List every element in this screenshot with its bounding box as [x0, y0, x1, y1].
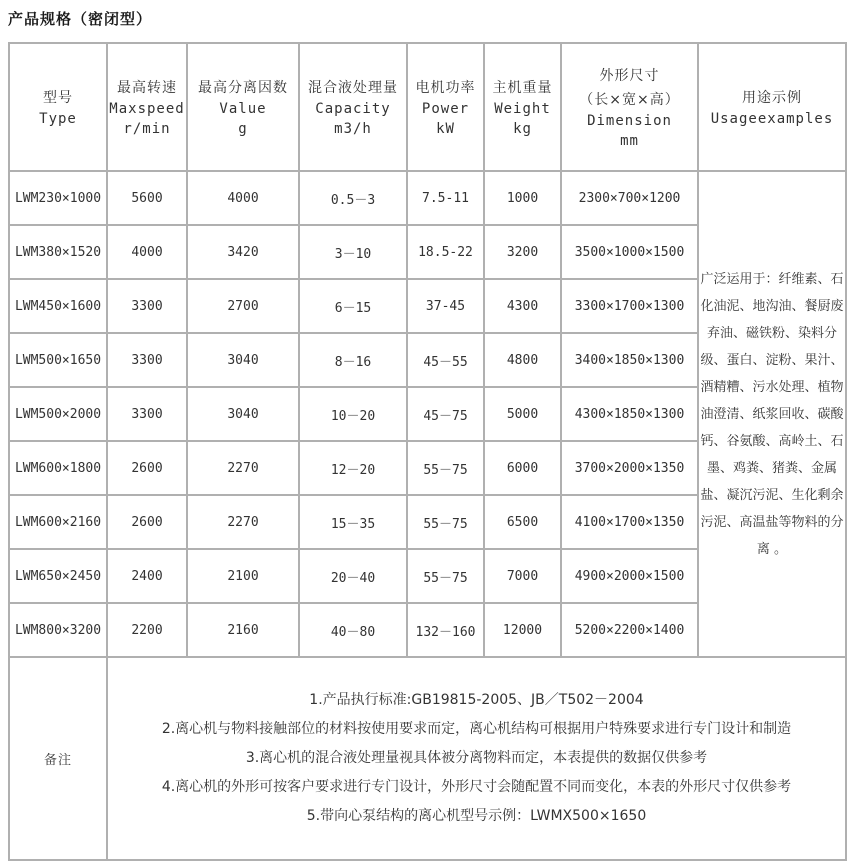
cell-value: 2700 — [187, 279, 299, 333]
cell-capacity: 3－10 — [299, 225, 407, 279]
cell-weight: 5000 — [484, 387, 561, 441]
cell-power: 55－75 — [407, 441, 484, 495]
cell-value: 2160 — [187, 603, 299, 657]
cell-weight: 4800 — [484, 333, 561, 387]
cell-dimension: 3300×1700×1300 — [561, 279, 698, 333]
header-dimension-unit: mm — [620, 133, 639, 149]
cell-maxspeed: 3300 — [107, 279, 187, 333]
remark-item-5: 5.带向心泵结构的离心机型号示例：LWMX500×1650 — [306, 808, 647, 824]
cell-power: 37-45 — [407, 279, 484, 333]
header-capacity-unit: m3/h — [334, 121, 372, 137]
cell-power: 132－160 — [407, 603, 484, 657]
remark-item-3: 3.离心机的混合液处理量视具体被分离物料而定，本表提供的数据仅供参考 — [245, 750, 708, 766]
cell-capacity: 0.5－3 — [299, 171, 407, 225]
cell-model: LWM500×1650 — [9, 333, 107, 387]
header-maxspeed-en: Maxspeed — [109, 101, 185, 117]
table-header — [9, 43, 846, 171]
remarks-cell — [107, 657, 846, 860]
header-value-cn: 最高分离因数 — [198, 80, 288, 96]
cell-capacity: 10－20 — [299, 387, 407, 441]
cell-model: LWM380×1520 — [9, 225, 107, 279]
cell-dimension: 4100×1700×1350 — [561, 495, 698, 549]
cell-value: 2100 — [187, 549, 299, 603]
header-dimension-cn: 外形尺寸 — [599, 68, 660, 84]
cell-capacity: 15－35 — [299, 495, 407, 549]
cell-maxspeed: 5600 — [107, 171, 187, 225]
cell-dimension: 3500×1000×1500 — [561, 225, 698, 279]
header-usage-en: Usageexamples — [710, 111, 834, 127]
header-maxspeed — [107, 43, 187, 171]
header-power-unit: kW — [436, 121, 455, 137]
cell-maxspeed: 2400 — [107, 549, 187, 603]
spec-table — [8, 42, 847, 861]
remark-item-1: 1.产品执行标准:GB19815-2005、JB／T502－2004 — [309, 692, 644, 708]
header-dimension-lwh: （长×宽×高） — [579, 92, 680, 108]
header-capacity-cn: 混合液处理量 — [308, 80, 398, 96]
cell-value: 2270 — [187, 441, 299, 495]
cell-capacity: 12－20 — [299, 441, 407, 495]
cell-maxspeed: 2600 — [107, 441, 187, 495]
remarks-label: 备注 — [9, 657, 107, 860]
cell-value: 3420 — [187, 225, 299, 279]
cell-maxspeed: 3300 — [107, 333, 187, 387]
cell-power: 18.5-22 — [407, 225, 484, 279]
cell-weight: 6500 — [484, 495, 561, 549]
header-usage — [698, 43, 846, 171]
cell-model: LWM600×2160 — [9, 495, 107, 549]
cell-weight: 7000 — [484, 549, 561, 603]
cell-maxspeed: 4000 — [107, 225, 187, 279]
header-capacity-en: Capacity — [315, 101, 391, 117]
cell-model: LWM600×1800 — [9, 441, 107, 495]
cell-power: 7.5-11 — [407, 171, 484, 225]
header-maxspeed-cn: 最高转速 — [117, 80, 177, 96]
cell-value: 3040 — [187, 387, 299, 441]
cell-model: LWM230×1000 — [9, 171, 107, 225]
cell-model: LWM650×2450 — [9, 549, 107, 603]
cell-power: 55－75 — [407, 549, 484, 603]
cell-dimension: 3400×1850×1300 — [561, 333, 698, 387]
cell-maxspeed: 2600 — [107, 495, 187, 549]
cell-capacity: 20－40 — [299, 549, 407, 603]
cell-weight: 4300 — [484, 279, 561, 333]
header-capacity — [299, 43, 407, 171]
header-usage-cn: 用途示例 — [742, 90, 802, 106]
header-dimension — [561, 43, 698, 171]
cell-dimension: 3700×2000×1350 — [561, 441, 698, 495]
cell-maxspeed: 2200 — [107, 603, 187, 657]
header-dimension-en: Dimension — [587, 113, 672, 129]
page-title: 产品规格（密闭型） — [8, 10, 153, 28]
header-power — [407, 43, 484, 171]
cell-power: 55－75 — [407, 495, 484, 549]
header-value-en: Value — [219, 101, 267, 117]
cell-value: 4000 — [187, 171, 299, 225]
cell-power: 45－75 — [407, 387, 484, 441]
cell-dimension: 5200×2200×1400 — [561, 603, 698, 657]
header-power-cn: 电机功率 — [415, 80, 476, 96]
cell-weight: 1000 — [484, 171, 561, 225]
cell-capacity: 8－16 — [299, 333, 407, 387]
header-type-cn: 型号 — [43, 90, 73, 106]
header-value-unit: g — [238, 121, 248, 137]
header-weight-cn: 主机重量 — [492, 80, 553, 96]
cell-power: 45－55 — [407, 333, 484, 387]
cell-value: 2270 — [187, 495, 299, 549]
header-weight — [484, 43, 561, 171]
cell-dimension: 4300×1850×1300 — [561, 387, 698, 441]
cell-weight: 6000 — [484, 441, 561, 495]
header-power-en: Power — [421, 101, 470, 117]
cell-capacity: 6－15 — [299, 279, 407, 333]
remarks-row — [9, 657, 846, 860]
header-weight-en: Weight — [494, 101, 551, 117]
header-type-en: Type — [39, 111, 77, 127]
header-value — [187, 43, 299, 171]
header-type — [9, 43, 107, 171]
cell-capacity: 40－80 — [299, 603, 407, 657]
header-maxspeed-unit: r/min — [123, 121, 171, 137]
cell-dimension: 2300×700×1200 — [561, 171, 698, 225]
cell-value: 3040 — [187, 333, 299, 387]
cell-model: LWM800×3200 — [9, 603, 107, 657]
table-row — [9, 171, 846, 225]
cell-weight: 12000 — [484, 603, 561, 657]
remark-item-2: 2.离心机与物料接触部位的材料按使用要求而定，离心机结构可根据用户特殊要求进行专门设计和制造 — [161, 721, 792, 737]
usage-examples-cell: 广泛运用于：纤维素、石化油泥、地沟油、餐厨废弃油、磁铁粉、染料分级、蛋白、淀粉、果汁、酒精糟、污水处理、植物油澄清、纸浆回收、碳酸钙、谷氨酸、高岭土、石墨、鸡粪、猪粪、金属盐、凝沉污泥、生化剩余污泥、高温盐等物料的分离 。 — [698, 171, 846, 657]
cell-dimension: 4900×2000×1500 — [561, 549, 698, 603]
cell-model: LWM450×1600 — [9, 279, 107, 333]
header-weight-unit: kg — [513, 121, 532, 137]
cell-maxspeed: 3300 — [107, 387, 187, 441]
cell-weight: 3200 — [484, 225, 561, 279]
remark-item-4: 4.离心机的外形可按客户要求进行专门设计，外形尺寸会随配置不同而变化，本表的外形尺寸仅供参考 — [161, 779, 792, 795]
cell-model: LWM500×2000 — [9, 387, 107, 441]
